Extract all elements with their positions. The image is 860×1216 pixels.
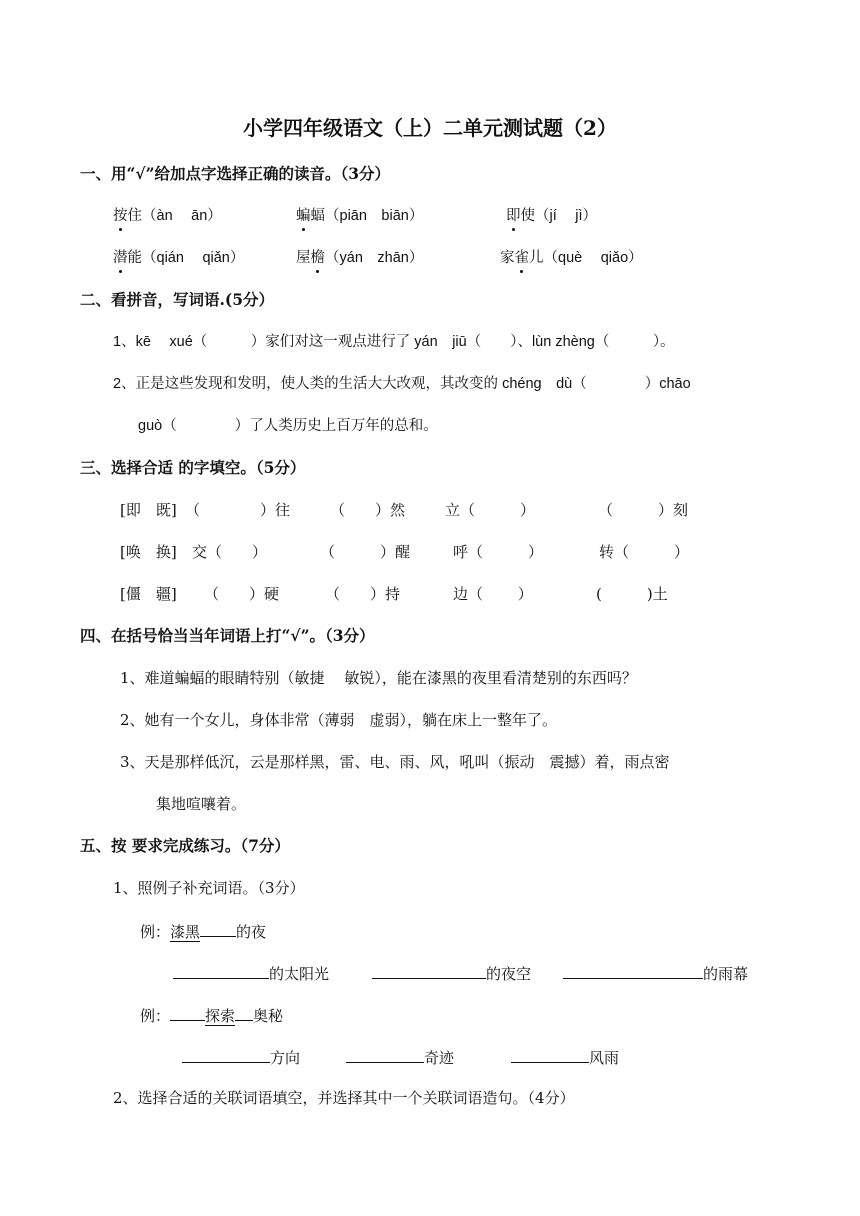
answer-blank — [372, 962, 486, 979]
s5-fill-item: 的雨幕 — [563, 962, 748, 984]
s3-options: [即 既] — [120, 501, 177, 519]
s4-question-3: 3、天是那样低沉，云是那样黑，雷、电、雨、风，吼叫（振动 震撼）着，雨点密 — [120, 753, 670, 771]
s4-question-1: 1、难道蝙蝠的眼睛特别（敏捷 敏锐），能在漆黑的夜里看清楚别的东西吗？ — [120, 669, 637, 687]
s3-blank-item: 呼（ ） — [453, 543, 544, 561]
s3-options: [僵 疆] — [120, 585, 177, 603]
s5-example-1: 例：漆黑 的夜 — [140, 920, 266, 942]
s5-sub-2: 2、选择合适的关联词语填空，并选择其中一个关联词语造句。（4分） — [113, 1089, 575, 1107]
example-word: 探索 — [205, 1007, 236, 1025]
s1-item: 家雀儿（què qiǎo） — [500, 250, 643, 266]
section-5-heading: 五、按 要求完成练习。（7分） — [80, 836, 290, 855]
dotted-char: 蝙 — [296, 208, 311, 224]
s4-question-2: 2、她有一个女儿，身体非常（薄弱 虚弱），躺在床上一整年了。 — [120, 711, 558, 729]
s3-blank-item: （ ）硬 — [204, 585, 280, 603]
answer-blank — [173, 962, 269, 979]
s3-blank-item: （ ）往 — [185, 501, 291, 519]
answer-blank — [235, 1004, 253, 1021]
section-2-heading: 二、看拼音，写词语.(5分） — [80, 290, 275, 309]
s3-blank-item: （ ）持 — [325, 585, 401, 603]
s1-item: 按住（àn ān） — [113, 208, 222, 224]
dotted-char: 檐 — [310, 250, 325, 266]
s1-item: 潜能（qián qiǎn） — [113, 250, 245, 266]
s2-question-2-cont: guò（ ）了人类历史上百万年的总和。 — [138, 418, 438, 434]
answer-blank — [563, 962, 703, 979]
section-1-heading: 一、用“√”给加点字选择正确的读音。（3分） — [80, 164, 391, 183]
dotted-char: 按 — [113, 208, 128, 224]
s5-fill-item: 的太阳光 — [173, 962, 329, 984]
s5-sub-1: 1、照例子补充词语。（3分） — [113, 879, 305, 897]
page-title: 小学四年级语文（上）二单元测试题（2） — [243, 116, 617, 140]
s5-fill-item: 的夜空 — [372, 962, 531, 984]
example-word: 漆黑 — [170, 923, 201, 941]
s5-fill-item: 奇迹 — [346, 1046, 454, 1068]
section-3-heading: 三、选择合适 的字填空。（5分） — [80, 458, 306, 477]
dotted-char: 即 — [506, 208, 521, 224]
s3-blank-item: 转（ ） — [599, 543, 690, 561]
dotted-char: 潜 — [113, 250, 128, 266]
answer-blank — [170, 1004, 205, 1021]
s3-blank-item: （ ）然 — [330, 501, 406, 519]
s1-item: 即使（jí jì） — [506, 208, 598, 224]
s5-example-2: 例： 探索 奥秘 — [140, 1004, 283, 1026]
answer-blank — [200, 920, 236, 937]
s3-blank-item: （ ）醒 — [320, 543, 411, 561]
s2-question-1: 1、kē xué（ ）家们对这一观点进行了 yán jiū（ ）、lùn zhèng（ ）。 — [113, 334, 675, 350]
s3-blank-item: 立（ ） — [445, 501, 536, 519]
s3-blank-item: 交（ ） — [192, 543, 268, 561]
s3-blank-item: （ ）刻 — [598, 501, 689, 519]
s2-question-2: 2、正是这些发现和发明，使人类的生活大大改观，其改变的 chéng dù（ ）chāo — [113, 376, 691, 392]
section-4-heading: 四、在括号恰当当年词语上打“√”。（3分） — [80, 626, 375, 645]
answer-blank — [346, 1046, 424, 1063]
answer-blank — [182, 1046, 270, 1063]
s1-item: 屋檐（yán zhān） — [296, 250, 424, 266]
dotted-char: 雀 — [514, 250, 529, 266]
s5-fill-item: 风雨 — [511, 1046, 619, 1068]
answer-blank — [511, 1046, 589, 1063]
s3-blank-item: ( )土 — [596, 585, 668, 603]
s4-question-3-cont: 集地喧嚷着。 — [156, 795, 247, 813]
s3-blank-item: 边（ ） — [453, 585, 533, 603]
s3-options: [唤 换] — [120, 543, 177, 561]
s1-item: 蝙蝠（piān biān） — [296, 208, 424, 224]
s5-fill-item: 方向 — [182, 1046, 300, 1068]
